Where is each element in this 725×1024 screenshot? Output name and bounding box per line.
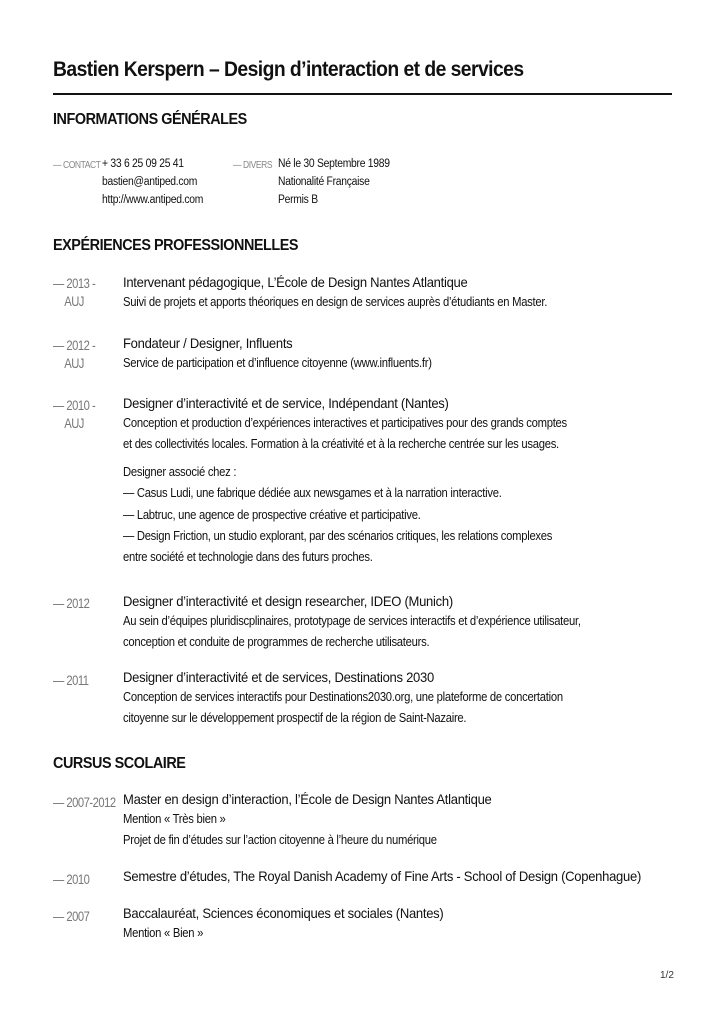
experience-date: — 2012 - AUJ [53,337,96,371]
divers-label: — DIVERS [233,160,273,171]
experience-description: Designer associé chez : [123,465,237,479]
divers-nationality: Nationalité Française [278,176,370,188]
contact-website: http://www.antiped.com [102,194,204,206]
education-title: Master en design d’interaction, l’École de Design Nantes Atlantique [123,791,492,807]
experience-date: — 2011 [53,672,89,688]
experience-description: — Design Friction, un studio explorant, par des scénarios critiques, les relations complexes [123,529,553,543]
contact-label: — CONTACT [53,160,101,171]
experience-description: et des collectivités locales. Formation à la créativité et à la recherche centrée sur les usages. [123,437,559,451]
experience-title: Designer d’interactivité et de services, Destinations 2030 [123,669,434,685]
education-title: Baccalauréat, Sciences économiques et sociales (Nantes) [123,905,444,921]
experience-description: — Casus Ludi, une fabrique dédiée aux newsgames et à la narration interactive. [123,486,502,500]
experience-description: Conception et production d’expériences interactives et participatives pour des grands comptes [123,416,567,430]
experience-description: citoyenne sur le développement prospectif de la région de Saint-Nazaire. [123,711,467,725]
page-number: 1/2 [660,970,674,981]
section-heading-experience: EXPÉRIENCES PROFESSIONNELLES [53,237,299,254]
contact-email: bastien@antiped.com [102,176,198,188]
experience-date: — 2010 - AUJ [53,397,96,431]
education-description: Mention « Très bien » [123,812,226,826]
contact-phone: + 33 6 25 09 25 41 [102,158,184,170]
experience-date: — 2013 - AUJ [53,275,96,309]
section-heading-education: CURSUS SCOLAIRE [53,755,186,772]
experience-description: Au sein d’équipes pluridiscplinaires, prototypage de services interactifs et d’expérience utilisateur, [123,614,581,628]
divers-birthdate: Né le 30 Septembre 1989 [278,158,390,170]
education-description: Mention « Bien » [123,926,204,940]
divers-license: Permis B [278,194,318,206]
experience-title: Fondateur / Designer, Influents [123,335,293,351]
title-divider [53,93,672,95]
education-date: — 2010 [53,871,90,887]
experience-description: Conception de services interactifs pour Destinations2030.org, une plateforme de concertation [123,690,563,704]
education-description: Projet de fin d’études sur l’action citoyenne à l’heure du numérique [123,833,437,847]
experience-title: Designer d’interactivité et design researcher, IDEO (Munich) [123,593,453,609]
experience-description: Suivi de projets et apports théoriques en design de services auprès d’étudiants en Master. [123,295,548,309]
experience-description: entre société et technologie dans des futurs proches. [123,550,373,564]
education-title: Semestre d’études, The Royal Danish Academy of Fine Arts - School of Design (Copenhague) [123,868,642,884]
experience-date: — 2012 [53,595,90,611]
experience-description: Service de participation et d’influence citoyenne (www.influents.fr) [123,356,432,370]
page-title: Bastien Kerspern – Design d’interaction et de services [53,58,524,81]
experience-description: conception et conduite de programmes de recherche utilisateurs. [123,635,430,649]
experience-title: Intervenant pédagogique, L’École de Design Nantes Atlantique [123,274,468,290]
education-date: — 2007 [53,908,90,924]
experience-description: — Labtruc, une agence de prospective créative et participative. [123,508,421,522]
experience-title: Designer d’interactivité et de service, Indépendant (Nantes) [123,395,449,411]
education-date: — 2007-2012 [53,794,116,810]
section-heading-general: INFORMATIONS GÉNÉRALES [53,111,247,128]
